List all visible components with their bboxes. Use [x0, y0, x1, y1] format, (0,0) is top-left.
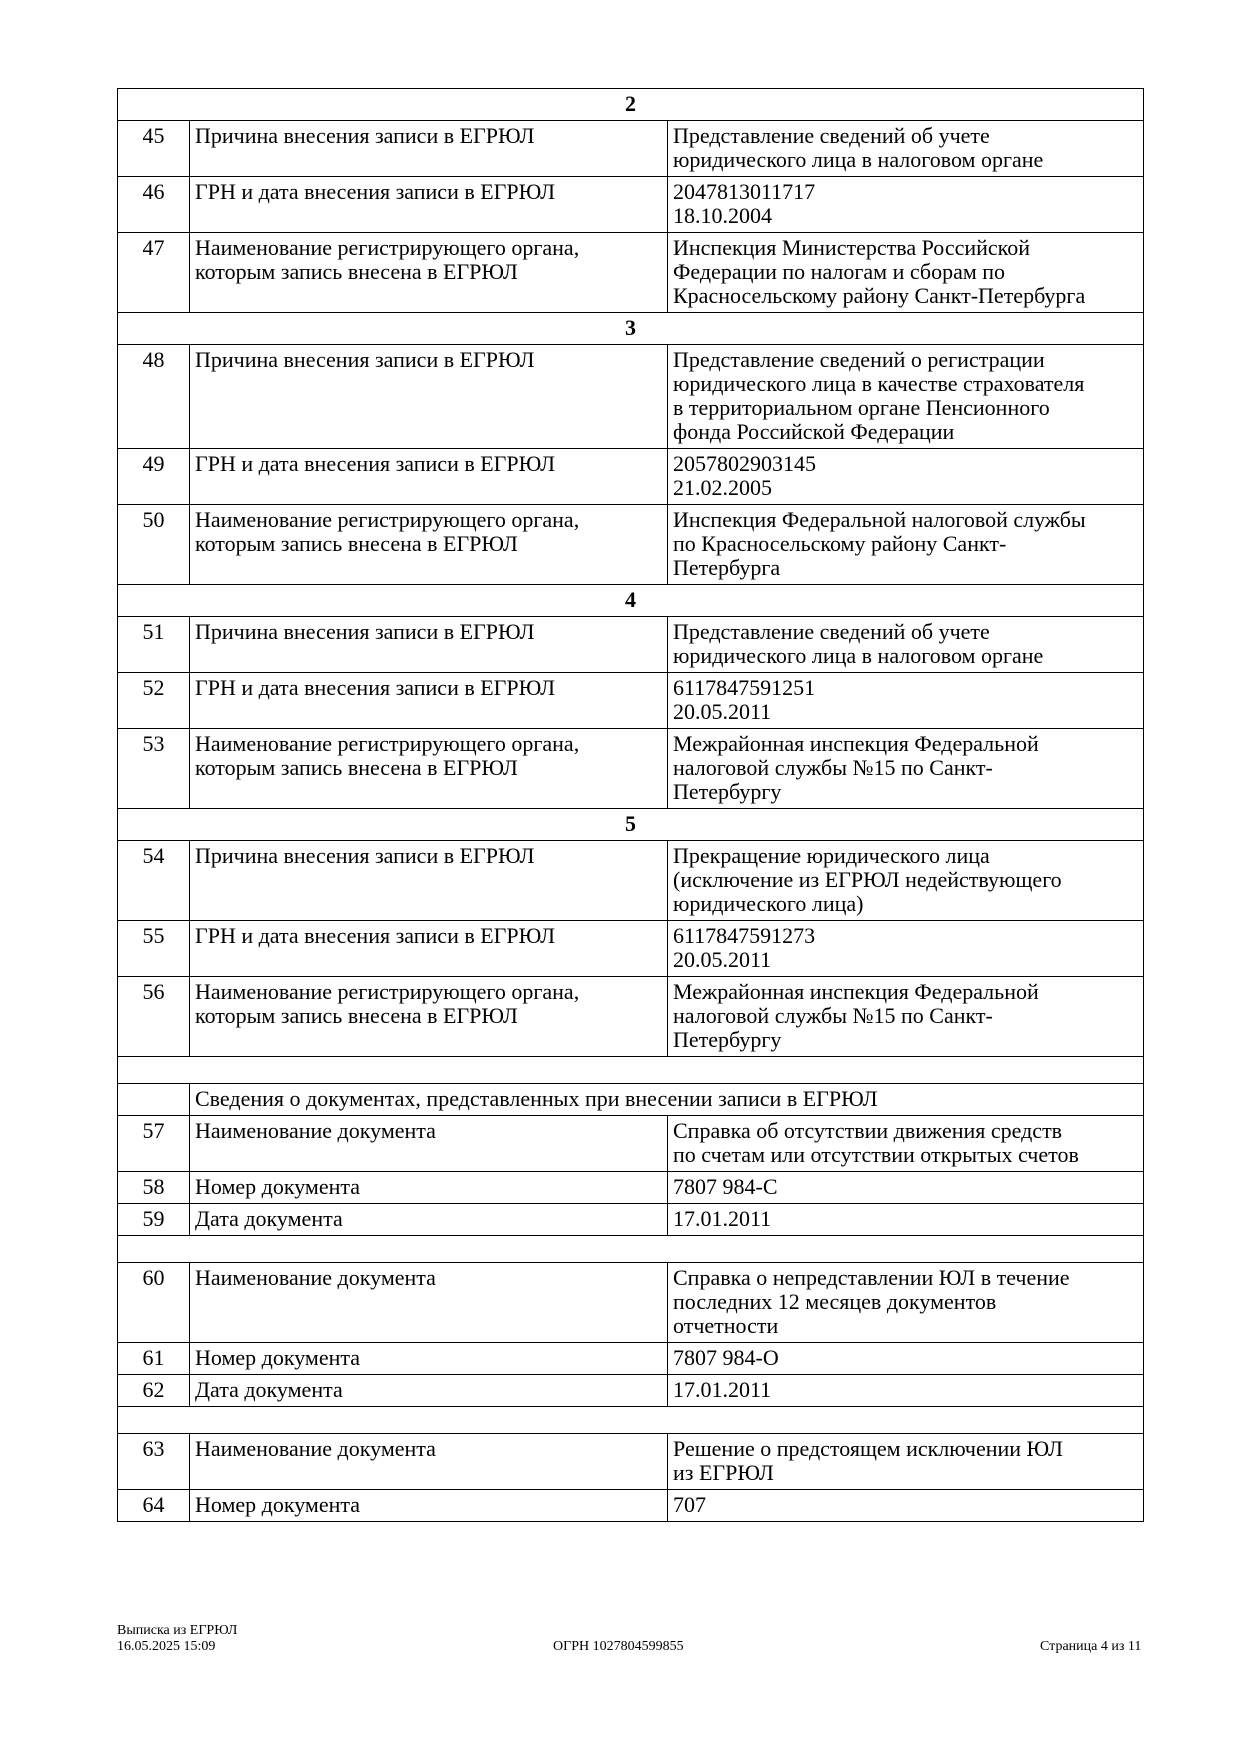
table-row — [118, 1434, 1144, 1490]
table-row — [118, 977, 1144, 1057]
row-value: 7807 984-С — [668, 1172, 1144, 1204]
table-row — [118, 449, 1144, 505]
row-number: 60 — [118, 1263, 190, 1343]
row-number: 48 — [118, 345, 190, 449]
table-row — [118, 673, 1144, 729]
row-label: ГРН и дата внесения записи в ЕГРЮЛ — [190, 921, 668, 977]
section-row — [118, 89, 1144, 121]
row-label: Причина внесения записи в ЕГРЮЛ — [190, 345, 668, 449]
row-number: 54 — [118, 841, 190, 921]
table-row — [118, 505, 1144, 585]
row-label: ГРН и дата внесения записи в ЕГРЮЛ — [190, 449, 668, 505]
row-number: 64 — [118, 1490, 190, 1522]
row-label: Дата документа — [190, 1375, 668, 1407]
row-number: 49 — [118, 449, 190, 505]
spacer-cell — [118, 1407, 1144, 1434]
table-row — [118, 617, 1144, 673]
footer-page-number: Страница 4 из 11 — [1040, 1639, 1142, 1654]
row-value: Представление сведений об учете юридического лица в налоговом органе — [668, 617, 1144, 673]
row-value: Решение о предстоящем исключении ЮЛ из ЕГРЮЛ — [668, 1434, 1144, 1490]
section-row — [118, 313, 1144, 345]
row-label: Номер документа — [190, 1172, 668, 1204]
row-number: 51 — [118, 617, 190, 673]
table-body — [118, 89, 1144, 1522]
row-number: 62 — [118, 1375, 190, 1407]
table-row — [118, 1343, 1144, 1375]
spacer-cell — [118, 1236, 1144, 1263]
row-value: Справка об отсутствии движения средств по счетам или отсутствии открытых счетов — [668, 1116, 1144, 1172]
egrul-extract-table — [117, 88, 1144, 1522]
table-row — [118, 1172, 1144, 1204]
row-number: 47 — [118, 233, 190, 313]
row-value: Межрайонная инспекция Федеральной налоговой службы №15 по Санкт- Петербургу — [668, 977, 1144, 1057]
row-label: Номер документа — [190, 1490, 668, 1522]
section-number: 4 — [118, 585, 1144, 617]
table-row — [118, 1490, 1144, 1522]
row-label: Причина внесения записи в ЕГРЮЛ — [190, 121, 668, 177]
row-label: Наименование регистрирующего органа, которым запись внесена в ЕГРЮЛ — [190, 505, 668, 585]
spacer-row — [118, 1057, 1144, 1084]
table-row — [118, 233, 1144, 313]
heading-text: Сведения о документах, представленных при внесении записи в ЕГРЮЛ — [190, 1084, 1144, 1116]
row-value: 17.01.2011 — [668, 1375, 1144, 1407]
row-number: 57 — [118, 1116, 190, 1172]
row-number: 59 — [118, 1204, 190, 1236]
row-label: Наименование регистрирующего органа, которым запись внесена в ЕГРЮЛ — [190, 729, 668, 809]
table-row — [118, 1375, 1144, 1407]
row-label: Наименование регистрирующего органа, которым запись внесена в ЕГРЮЛ — [190, 233, 668, 313]
table-row — [118, 345, 1144, 449]
row-number: 45 — [118, 121, 190, 177]
section-row — [118, 585, 1144, 617]
spacer-row — [118, 1407, 1144, 1434]
table-row — [118, 1204, 1144, 1236]
row-label: Причина внесения записи в ЕГРЮЛ — [190, 841, 668, 921]
table-row — [118, 841, 1144, 921]
row-label: Наименование документа — [190, 1263, 668, 1343]
table-row — [118, 121, 1144, 177]
row-value: 7807 984-О — [668, 1343, 1144, 1375]
table-row — [118, 729, 1144, 809]
row-value: 6117847591273 20.05.2011 — [668, 921, 1144, 977]
row-value: Представление сведений об учете юридического лица в налоговом органе — [668, 121, 1144, 177]
row-value: Межрайонная инспекция Федеральной налоговой службы №15 по Санкт- Петербургу — [668, 729, 1144, 809]
footer-ogrn: ОГРН 1027804599855 — [553, 1639, 684, 1654]
row-number: 46 — [118, 177, 190, 233]
row-label: ГРН и дата внесения записи в ЕГРЮЛ — [190, 177, 668, 233]
heading-row — [118, 1084, 1144, 1116]
row-value: Справка о непредставлении ЮЛ в течение последних 12 месяцев документов отчетности — [668, 1263, 1144, 1343]
row-value: Инспекция Федеральной налоговой службы по Красносельскому району Санкт- Петербурга — [668, 505, 1144, 585]
table-row — [118, 921, 1144, 977]
row-label: Наименование регистрирующего органа, которым запись внесена в ЕГРЮЛ — [190, 977, 668, 1057]
section-number: 5 — [118, 809, 1144, 841]
row-label: Дата документа — [190, 1204, 668, 1236]
row-value: 707 — [668, 1490, 1144, 1522]
row-number: 61 — [118, 1343, 190, 1375]
row-label: Номер документа — [190, 1343, 668, 1375]
row-number: 56 — [118, 977, 190, 1057]
row-number: 55 — [118, 921, 190, 977]
section-number: 2 — [118, 89, 1144, 121]
row-number: 50 — [118, 505, 190, 585]
table-row — [118, 1263, 1144, 1343]
row-value: 6117847591251 20.05.2011 — [668, 673, 1144, 729]
row-value: Представление сведений о регистрации юридического лица в качестве страхователя в территориальном органе Пенсионного фонда Российской Федерации — [668, 345, 1144, 449]
row-label: Наименование документа — [190, 1116, 668, 1172]
row-value: Прекращение юридического лица (исключение из ЕГРЮЛ недействующего юридического лица) — [668, 841, 1144, 921]
row-label: Причина внесения записи в ЕГРЮЛ — [190, 617, 668, 673]
row-value: 17.01.2011 — [668, 1204, 1144, 1236]
row-label: Наименование документа — [190, 1434, 668, 1490]
spacer-cell — [118, 1057, 1144, 1084]
footer-document-title: Выписка из ЕГРЮЛ — [117, 1623, 238, 1638]
table-row — [118, 1116, 1144, 1172]
footer-document-info — [117, 1623, 237, 1655]
row-value: 2047813011717 18.10.2004 — [668, 177, 1144, 233]
spacer-row — [118, 1236, 1144, 1263]
row-number: 58 — [118, 1172, 190, 1204]
section-number: 3 — [118, 313, 1144, 345]
heading-num-cell — [118, 1084, 190, 1116]
row-number: 63 — [118, 1434, 190, 1490]
row-value: 2057802903145 21.02.2005 — [668, 449, 1144, 505]
row-label: ГРН и дата внесения записи в ЕГРЮЛ — [190, 673, 668, 729]
row-number: 53 — [118, 729, 190, 809]
section-row — [118, 809, 1144, 841]
row-number: 52 — [118, 673, 190, 729]
table-row — [118, 177, 1144, 233]
footer-datetime: 16.05.2025 15:09 — [117, 1639, 216, 1654]
row-value: Инспекция Министерства Российской Федерации по налогам и сборам по Красносельскому району Санкт-Петербурга — [668, 233, 1144, 313]
